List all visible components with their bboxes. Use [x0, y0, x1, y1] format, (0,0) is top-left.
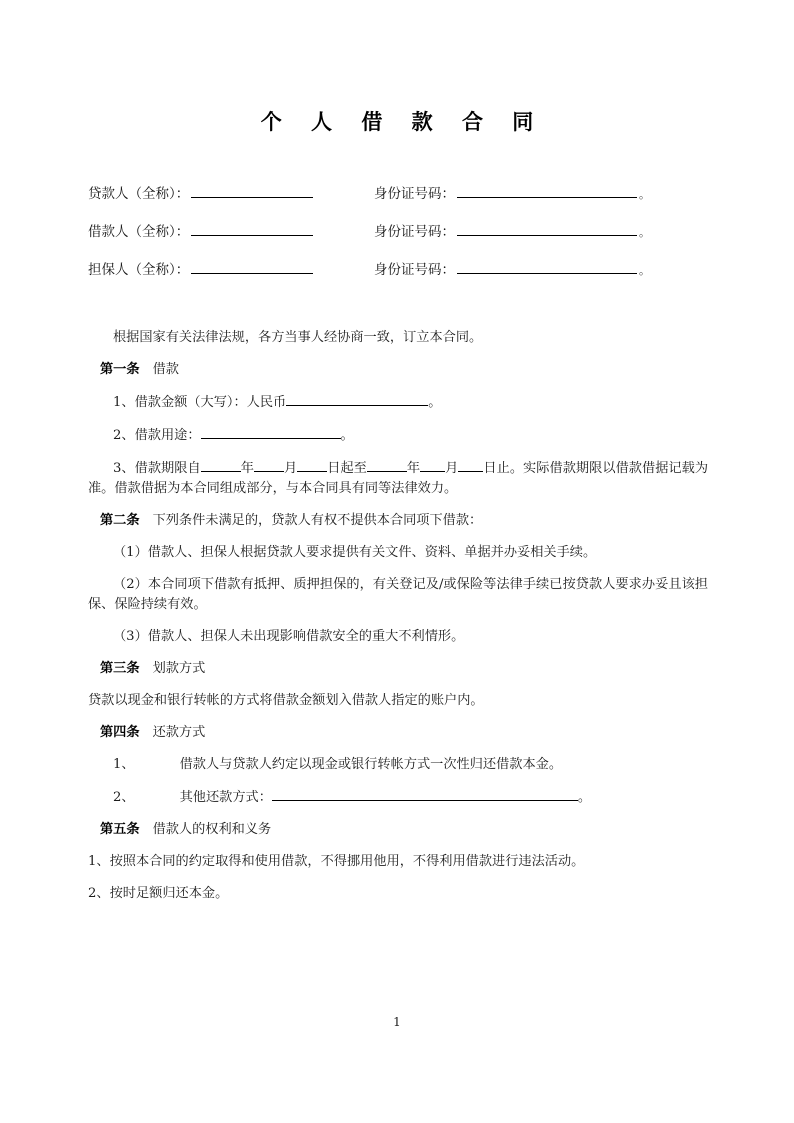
borrower-id-blank[interactable] [457, 222, 637, 236]
clause-4-heading [88, 723, 708, 743]
clause-2-heading [88, 511, 708, 531]
loan-start-month-blank[interactable] [254, 458, 284, 472]
clause-1-heading [88, 360, 708, 380]
clause-2-item-2: （2）本合同项下借款有抵押、质押担保的，有关登记及/或保险等法律手续已按贷款人要求办妥且该担保、保险持续有效。 [88, 577, 708, 612]
loan-end-day-blank[interactable] [458, 458, 483, 472]
loan-start-year-unit: 年 [240, 461, 254, 476]
contract-body [88, 328, 708, 916]
loan-amount-blank[interactable] [286, 392, 428, 406]
loan-end-month-blank[interactable] [420, 458, 445, 472]
clause-2-number: 第二条 [100, 513, 140, 528]
guarantor-id-field [374, 258, 650, 278]
lender-field [88, 182, 315, 202]
parties-block [88, 182, 708, 296]
clause-5-heading [88, 820, 708, 840]
borrower-field [88, 220, 315, 240]
lender-id-label: 身份证号码： [374, 186, 455, 202]
clause-5-item-2: 2、按时足额归还本金。 [88, 886, 229, 901]
other-repayment-blank[interactable] [272, 787, 578, 801]
loan-start-month-unit: 月 [283, 461, 298, 476]
clause-1-item-2 [88, 425, 708, 446]
clause-5-number: 第五条 [100, 822, 140, 837]
borrower-id-field [374, 220, 650, 240]
clause-4-item-1-text: 借款人与贷款人约定以现金或银行转帐方式一次性归还借款本金。 [179, 757, 563, 772]
page-title: 个 人 借 款 合 同 [260, 109, 545, 134]
clause-1-item-3 [88, 458, 708, 499]
loan-term-tail: 日止。实际借款期限以借款借据记载为准。借款借据为本合同组成部分，与本合同具有同等法律效力。 [88, 461, 709, 496]
borrower-name-blank[interactable] [191, 222, 313, 236]
lender-name-blank[interactable] [191, 184, 313, 198]
loan-purpose-label: 2、借款用途： [113, 428, 201, 443]
loan-start-day-unit: 日起至 [327, 461, 367, 476]
borrower-id-label: 身份证号码： [374, 224, 455, 240]
loan-start-day-blank[interactable] [297, 458, 327, 472]
loan-end-month-unit: 月 [445, 461, 459, 476]
clause-3-title: 划款方式 [152, 661, 206, 676]
clause-4-item-1-number: 1、 [113, 757, 135, 772]
other-repayment-period: 。 [577, 790, 592, 805]
clause-3-heading [88, 659, 708, 679]
party-row-borrower [88, 220, 708, 258]
clause-5-item-1: 1、按照本合同的约定取得和使用借款，不得挪用他用，不得利用借款进行违法活动。 [88, 854, 585, 869]
lender-id-field [374, 182, 650, 202]
guarantor-id-period: 。 [639, 264, 650, 277]
lender-id-blank[interactable] [457, 184, 637, 198]
other-repayment-label: 其他还款方式： [179, 790, 272, 805]
clause-1-number: 第一条 [100, 362, 140, 377]
preamble-paragraph: 根据国家有关法律法规，各方当事人经协商一致，订立本合同。 [113, 330, 483, 345]
clause-4-item-1 [88, 755, 708, 775]
guarantor-label: 担保人（全称）： [88, 262, 190, 278]
guarantor-field [88, 258, 315, 278]
borrower-id-period: 。 [639, 226, 650, 239]
loan-amount-label: 1、借款金额（大写）：人民币 [113, 395, 287, 410]
clause-4-item-2 [88, 787, 708, 808]
clause-4-item-2-number: 2、 [113, 790, 135, 805]
guarantor-name-blank[interactable] [191, 260, 313, 274]
clause-1-title: 借款 [152, 362, 179, 377]
guarantor-id-label: 身份证号码： [374, 262, 455, 278]
loan-end-year-unit: 年 [406, 461, 421, 476]
loan-amount-period: 。 [428, 395, 442, 410]
loan-purpose-blank[interactable] [201, 425, 341, 439]
clause-3-text: 贷款以现金和银行转帐的方式将借款金额划入借款人指定的账户内。 [88, 693, 484, 708]
clause-1-item-1 [88, 392, 708, 413]
clause-5-title: 借款人的权利和义务 [152, 822, 272, 837]
guarantor-id-blank[interactable] [457, 260, 637, 274]
loan-end-year-blank[interactable] [367, 458, 407, 472]
party-row-guarantor [88, 258, 708, 296]
clause-4-title: 还款方式 [152, 725, 206, 740]
lender-label: 贷款人（全称）： [88, 186, 190, 202]
borrower-label: 借款人（全称）： [88, 224, 190, 240]
loan-term-label: 3、借款期限自 [113, 461, 201, 476]
clause-2-item-3: （3）借款人、担保人未出现影响借款安全的重大不利情形。 [113, 629, 465, 644]
clause-2-item-1: （1）借款人、担保人根据贷款人要求提供有关文件、资料、单据并办妥相关手续。 [113, 545, 597, 560]
lender-id-period: 。 [639, 188, 650, 201]
loan-start-year-blank[interactable] [201, 458, 241, 472]
page-number: 1 [393, 1015, 401, 1029]
party-row-lender [88, 182, 708, 220]
clause-2-title: 下列条件未满足的，贷款人有权不提供本合同项下借款： [152, 513, 483, 528]
loan-purpose-period: 。 [340, 428, 354, 443]
clause-3-number: 第三条 [100, 661, 140, 676]
clause-4-number: 第四条 [100, 725, 140, 740]
